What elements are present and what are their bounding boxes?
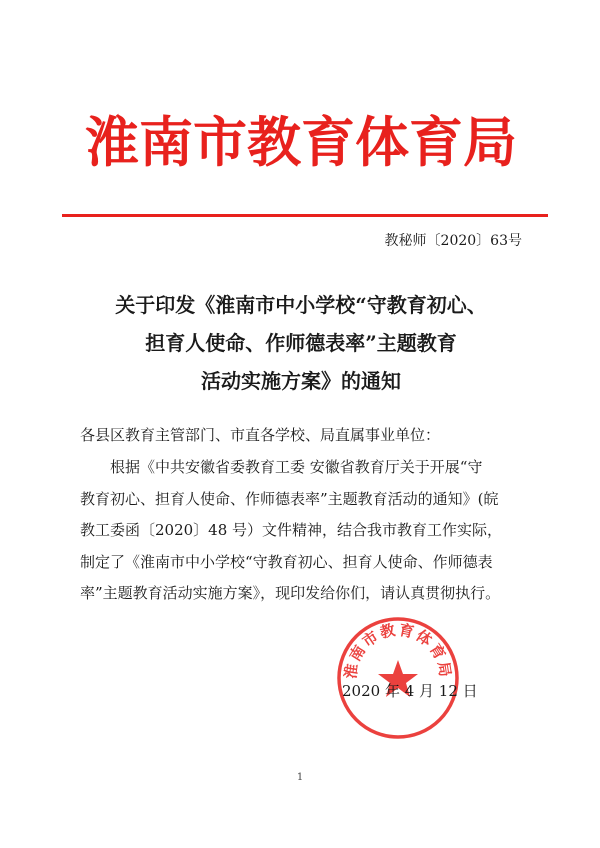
body-line-3: 教工委函〔2020〕48 号）文件精神，结合我市教育工作实际，: [80, 521, 503, 539]
title-line-2: 担育人使命、作师德表率”主题教育: [145, 331, 457, 355]
addressee: 各县区教育主管部门、市直各学校、局直属事业单位：: [80, 426, 441, 444]
body-line-2: 教育初心、担育人使命、作师德表率”主题教育活动的通知》(皖: [80, 489, 499, 508]
masthead-title: 淮南市教育体育局: [85, 110, 517, 174]
body-line-4: 制定了《淮南市中小学校“守教育初心、担育人使命、作师德表: [80, 552, 493, 571]
seal-text: 淮南市教育体育局: [341, 620, 455, 680]
title-line-1: 关于印发《淮南市中小学校“守教育初心、: [115, 293, 487, 317]
body-paragraph: [80, 452, 526, 610]
red-divider-line: [62, 214, 548, 217]
page-number: 1: [296, 772, 304, 783]
issue-date: 2020 年 4 月 12 日: [342, 682, 478, 700]
body-line-1: 根据《中共安徽省委教育工委 安徽省教育厅关于开展“守: [110, 458, 483, 476]
document-number: 教秘师〔2020〕63号: [384, 233, 522, 249]
body-line-5: 率”主题教育活动实施方案》，现印发给你们，请认真贯彻执行。: [80, 584, 501, 602]
document-title: [60, 286, 542, 400]
official-seal: [334, 614, 462, 742]
title-line-3: 活动实施方案》的通知: [201, 369, 401, 393]
